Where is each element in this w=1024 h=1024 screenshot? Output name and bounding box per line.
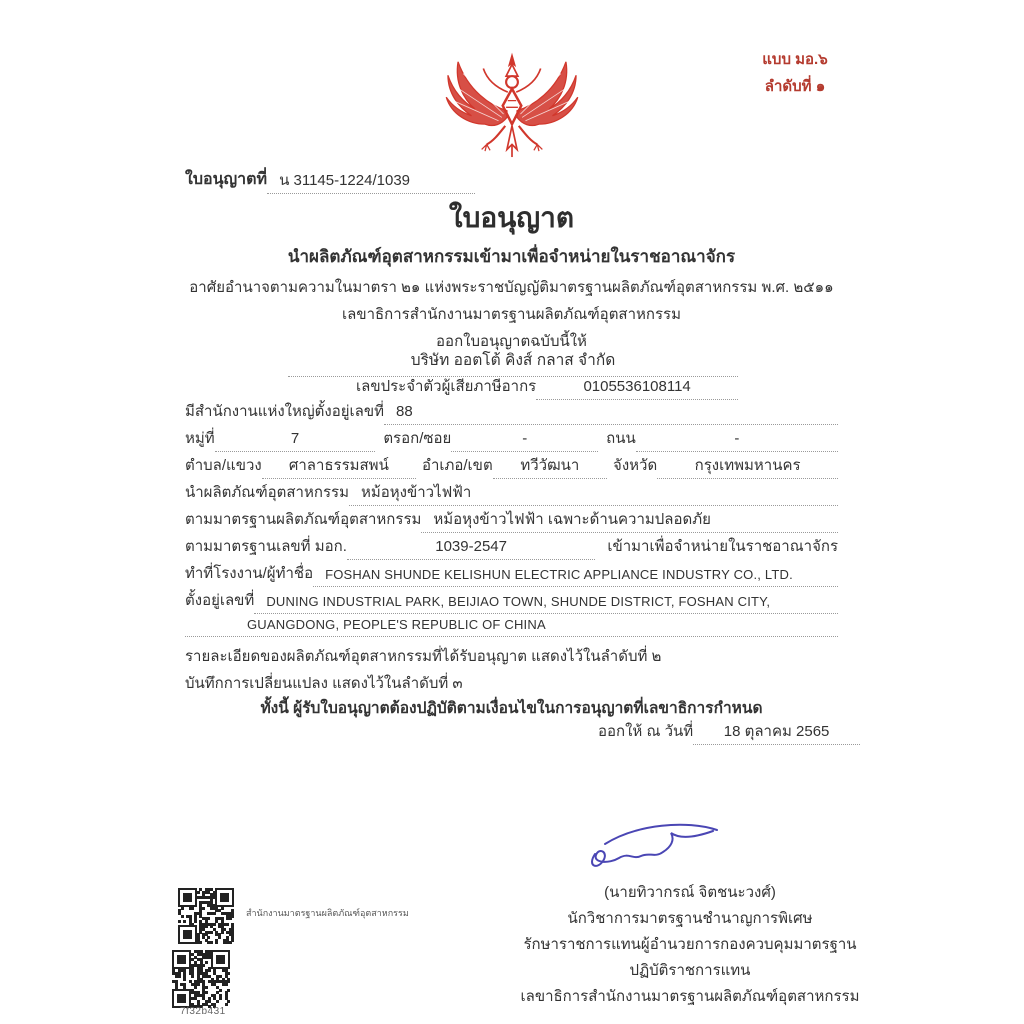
issue-date-label: ออกให้ ณ วันที่	[598, 723, 694, 740]
factory-address-row-1	[185, 591, 838, 614]
qr-license-code: 7f32b431	[180, 1006, 226, 1017]
form-code: แบบ มอ.๖	[762, 51, 828, 68]
tax-id-label: เลขประจำตัวผู้เสียภาษีอากร	[356, 378, 537, 395]
factory-address-line-1: DUNING INDUSTRIAL PARK, BEIJIAO TOWN, SHUNDE DISTRICT, FOSHAN CITY,	[254, 594, 838, 614]
standard-number-label: ตามมาตรฐานเลขที่ มอก.	[185, 538, 347, 555]
address-row-2	[185, 456, 838, 479]
signer-title-3: ปฏิบัติราชการแทน	[629, 962, 751, 979]
factory-address-row-2	[185, 617, 838, 637]
factory-address-line-2: GUANGDONG, PEOPLE'S REPUBLIC OF CHINA	[185, 617, 838, 637]
license-number-label: ใบอนุญาตที่	[185, 171, 268, 188]
province-label: จังหวัด	[613, 457, 658, 474]
signer-name: (นายทิวากรณ์ จิตชนะวงศ์)	[604, 884, 776, 901]
page-subtitle: นำผลิตภัณฑ์อุตสาหกรรมเข้ามาเพื่อจำหน่ายในราชอาณาจักร	[287, 247, 736, 266]
factory-label: ทำที่โรงงาน/ผู้ทำชื่อ	[185, 565, 314, 582]
purpose-text: เข้ามาเพื่อจำหน่ายในราชอาณาจักร	[607, 538, 838, 555]
signer-titles	[490, 906, 890, 1010]
subdistrict-label: ตำบล/แขวง	[185, 457, 262, 474]
address-row-1	[185, 429, 838, 452]
preamble-line-1: อาศัยอำนาจตามความในมาตรา ๒๑ แห่งพระราชบัญญัติมาตรฐานผลิตภัณฑ์อุตสาหกรรม พ.ศ. ๒๕๑๑	[189, 279, 834, 296]
district-value: ทวีวัฒนา	[493, 456, 607, 479]
standard-number-value: 1039-2547	[347, 537, 595, 560]
page-title: ใบอนุญาต	[448, 202, 575, 233]
head-office-label: มีสำนักงานแห่งใหญ่ตั้งอยู่เลขที่	[185, 403, 384, 420]
form-code-block	[740, 46, 850, 100]
license-number-row	[185, 170, 475, 194]
issue-date-row	[598, 722, 860, 745]
product-value: หม้อหุงข้าวไฟฟ้า	[349, 483, 838, 506]
product-label: นำผลิตภัณฑ์อุตสาหกรรม	[185, 484, 349, 501]
company-name: บริษัท ออตโต้ คิงส์ กลาส จำกัด	[288, 347, 738, 377]
standard-number-row	[185, 537, 838, 560]
standard-value: หม้อหุงข้าวไฟฟ้า เฉพาะด้านความปลอดภัย	[421, 510, 838, 533]
license-number-value: น 31145-1224/1039	[267, 171, 475, 194]
moo-label: หมู่ที่	[185, 430, 215, 447]
signer-title-2: รักษาราชการแทนผู้อำนวยการกองควบคุมมาตรฐาน	[523, 936, 857, 953]
head-office-number: 88	[384, 402, 838, 425]
preamble-line-2: เลขาธิการสำนักงานมาตรฐานผลิตภัณฑ์อุตสาหกรรม	[342, 306, 681, 323]
tax-id-value: 0105536108114	[536, 377, 738, 400]
moo-value: 7	[215, 429, 376, 452]
standard-label: ตามมาตรฐานผลิตภัณฑ์อุตสาหกรรม	[185, 511, 422, 528]
qr-code-license	[172, 950, 230, 1008]
issue-date-value: 18 ตุลาคม 2565	[693, 722, 860, 745]
sequence-number: ลำดับที่ ๑	[764, 78, 826, 95]
signature-icon	[575, 814, 725, 874]
condition-line: ทั้งนี้ ผู้รับใบอนุญาตต้องปฏิบัติตามเงื่อนไขในการอนุญาตที่เลขาธิการกำหนด	[260, 700, 763, 717]
soi-label: ตรอก/ซอย	[383, 430, 452, 447]
soi-value: -	[451, 429, 598, 452]
road-value: -	[636, 429, 838, 452]
tax-id-row	[288, 377, 738, 400]
note-changes: บันทึกการเปลี่ยนแปลง แสดงไว้ในลำดับที่ ๓	[185, 675, 463, 692]
subdistrict-value: ศาลาธรรมสพน์	[262, 456, 416, 479]
factory-row	[185, 564, 838, 587]
garuda-emblem-icon	[427, 50, 597, 168]
district-label: อำเภอ/เขต	[421, 457, 493, 474]
road-label: ถนน	[606, 430, 636, 447]
factory-address-label: ตั้งอยู่เลขที่	[185, 592, 255, 609]
note-detail: รายละเอียดของผลิตภัณฑ์อุตสาหกรรมที่ได้รับอนุญาต แสดงไว้ในลำดับที่ ๒	[185, 648, 662, 665]
signer-title-4: เลขาธิการสำนักงานมาตรฐานผลิตภัณฑ์อุตสาหกรรม	[520, 988, 860, 1005]
qr-office-label: สำนักงานมาตรฐานผลิตภัณฑ์อุตสาหกรรม	[246, 908, 409, 918]
preamble-line-3: ออกใบอนุญาตฉบับนี้ให้	[436, 333, 587, 350]
province-value: กรุงเทพมหานคร	[657, 456, 838, 479]
product-row	[185, 483, 838, 506]
factory-name: FOSHAN SHUNDE KELISHUN ELECTRIC APPLIANCE INDUSTRY CO., LTD.	[313, 567, 838, 587]
head-office-row	[185, 402, 838, 425]
standard-row	[185, 510, 838, 533]
qr-code-office	[178, 888, 234, 944]
signer-title-1: นักวิชาการมาตรฐานชำนาญการพิเศษ	[567, 910, 813, 927]
